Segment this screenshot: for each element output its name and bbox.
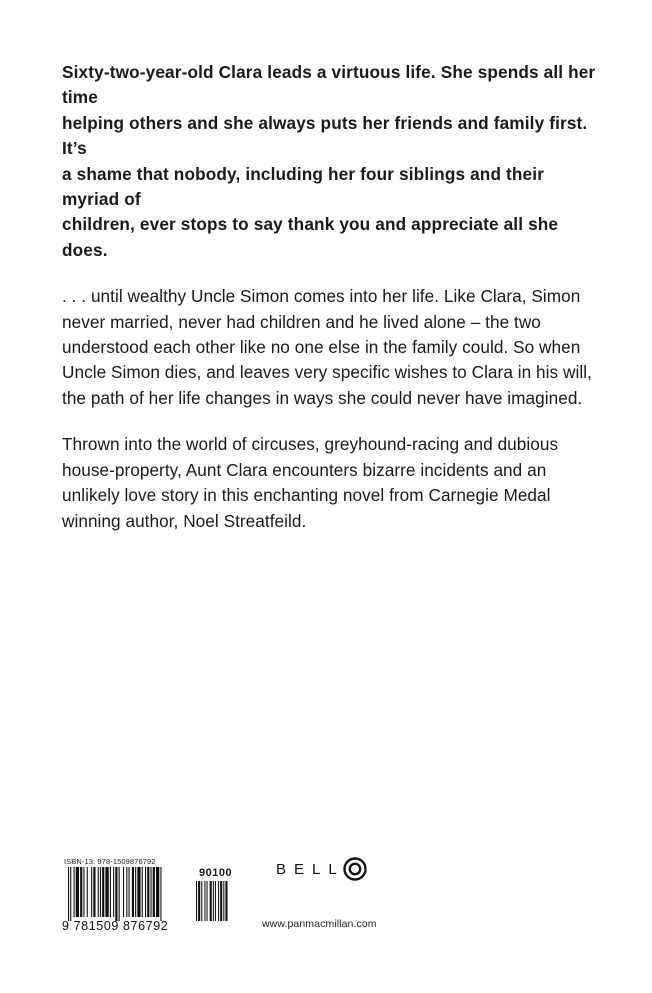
barcode-bar <box>105 867 108 917</box>
barcode-addon-bar <box>223 881 224 921</box>
barcode-bar <box>98 867 99 917</box>
blurb-paragraph-1: Sixty-two-year-old Clara leads a virtuous life. She spends all her time helping others and she always puts her friends and family first. It’s a shame that nobody, including her four siblings and their myriad of children, ever stops to say thank you and appreciate all she does. <box>62 62 596 260</box>
barcode-addon-bar <box>198 881 200 921</box>
barcode-addon-bar <box>220 881 222 921</box>
barcode-bar <box>147 867 149 917</box>
barcode-bar <box>142 867 143 917</box>
barcode-bar <box>137 867 140 917</box>
barcode-addon-bar <box>210 881 212 921</box>
barcode-bar <box>153 867 155 917</box>
barcode-bar <box>115 867 117 921</box>
barcode-bar <box>93 867 95 917</box>
circle-o-logo-icon <box>343 857 367 881</box>
isbn-digits: 9 781509 876792 <box>62 919 169 933</box>
price-code: 90100 <box>199 867 233 879</box>
barcode-bar <box>113 867 114 917</box>
barcode-addon-bar <box>204 881 205 921</box>
barcode-bar <box>74 867 75 917</box>
barcode-bar <box>129 867 130 917</box>
barcode-bar <box>123 867 124 917</box>
barcode-addon-bar <box>218 881 219 921</box>
barcode-bar <box>68 867 69 921</box>
publisher-logo <box>276 854 367 884</box>
barcode-bar <box>156 867 159 917</box>
barcode-bar <box>91 867 92 917</box>
barcode-bar <box>87 867 88 917</box>
blurb-text <box>62 60 602 555</box>
publisher-website: www.panmacmillan.com <box>262 918 377 930</box>
barcode-addon-bar <box>213 881 214 921</box>
blurb-paragraph-3: Thrown into the world of circuses, greyhound-racing and dubious house-property, Aunt Clara encounters bizarre incidents and an unlikely love story in this enchanting novel from Carnegie Medal winning author, Noel Streatfeild. <box>62 434 559 531</box>
barcode-bar <box>135 867 136 917</box>
barcode-addon-bar <box>225 881 227 921</box>
publisher-logo-text: BELL <box>276 860 345 878</box>
barcode-bars-icon <box>62 867 233 921</box>
barcode-bar <box>160 867 161 921</box>
barcode-addon-bar <box>196 881 197 921</box>
barcode-addon-bar <box>207 881 208 921</box>
barcode-addon-bar <box>215 881 216 921</box>
barcode-bar <box>151 867 152 917</box>
barcode-bar <box>83 867 84 917</box>
barcode-bar <box>76 867 79 917</box>
barcode-bar <box>126 867 127 917</box>
barcode-bar <box>102 867 104 917</box>
barcode-bar <box>80 867 82 917</box>
barcode-bar <box>145 867 146 917</box>
barcode-bar <box>100 867 101 917</box>
barcode-bar <box>70 867 71 921</box>
isbn-label: ISBN-13: 978-1509876792 <box>64 857 156 866</box>
blurb-paragraph-2: . . . until wealthy Uncle Simon comes into her life. Like Clara, Simon never married, never had children and he lived alone – the two understood each other like no one else in the family could. So when Uncle Simon dies, and leaves very specific wishes to Clara in his will, the path of her life changes in ways she could never have imagined. <box>62 286 592 408</box>
barcode-bar <box>132 867 134 917</box>
isbn-barcode <box>62 857 233 939</box>
barcode-bar <box>119 867 120 921</box>
barcode-addon-bar <box>201 881 202 921</box>
barcode-bar <box>110 867 111 917</box>
